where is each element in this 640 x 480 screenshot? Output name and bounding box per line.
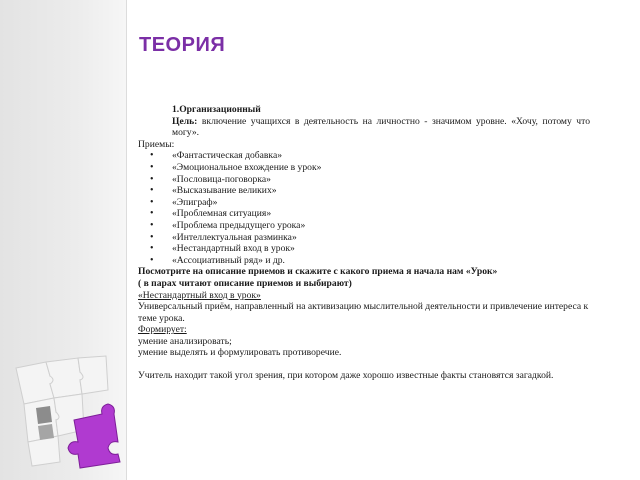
document-image <box>138 104 590 382</box>
list-item: • «Эпиграф» <box>172 197 590 209</box>
task-note: ( в парах читают описание приемов и выбирают) <box>138 277 352 289</box>
list-item: • «Нестандартный вход в урок» <box>172 243 590 255</box>
forms-item: умение анализировать; <box>138 335 232 347</box>
left-decorative-panel <box>0 0 127 480</box>
puzzle-pieces-icon <box>6 350 124 470</box>
forms-label: Формирует: <box>138 324 187 336</box>
list-item: • «Ассоциативный ряд» и др. <box>172 255 590 267</box>
task-line: Посмотрите на описание приемов и скажите с какого приема я начала нам «Урок» <box>138 266 498 278</box>
list-item: • «Интеллектуальная разминка» <box>172 232 590 244</box>
goal-label: Цель: <box>172 115 198 127</box>
slide-title: ТЕОРИЯ <box>139 34 226 56</box>
techniques-list <box>138 150 590 266</box>
list-item: • «Высказывание великих» <box>172 185 590 197</box>
list-item: • «Проблема предыдущего урока» <box>172 220 590 232</box>
goal-paragraph <box>172 116 590 139</box>
goal-text: включение учащихся в деятельность на личностно - значимом уровне. «Хочу, потому что могу». <box>172 115 590 139</box>
receptions-label: Приемы: <box>138 138 175 150</box>
section-heading: 1.Организационный <box>172 104 261 115</box>
chosen-technique: «Нестандартный вход в урок» <box>138 289 261 301</box>
list-item: • «Эмоциональное вхождение в урок» <box>172 162 590 174</box>
technique-description: Универсальный приём, направленный на активизацию мыслительной деятельности и привлечение интереса к теме урока. <box>138 301 589 324</box>
list-item: • «Пословица-поговорка» <box>172 174 590 186</box>
spacer <box>138 359 590 370</box>
closing-paragraph: Учитель находит такой угол зрения, при котором даже хорошо известные факты становятся загадкой. <box>138 370 554 382</box>
forms-item: умение выделять и формулировать противоречие. <box>138 347 342 359</box>
list-item: • «Фантастическая добавка» <box>172 150 590 162</box>
list-item: • «Проблемная ситуация» <box>172 208 590 220</box>
